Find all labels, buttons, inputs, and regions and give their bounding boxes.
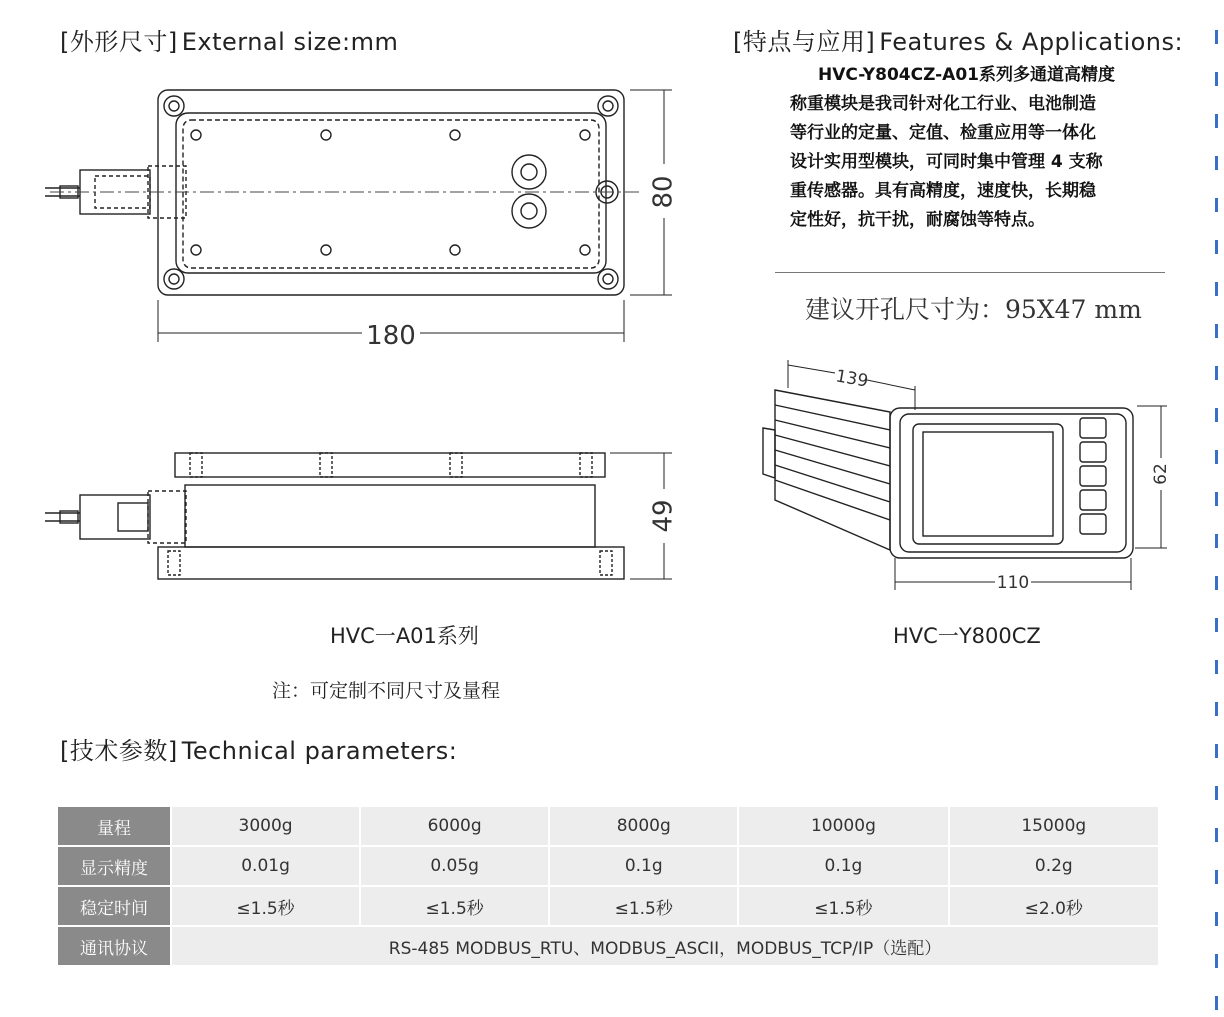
table-cell: ≤2.0秒 xyxy=(950,887,1158,925)
features-line: 称重模块是我司针对化工行业、电池制造 xyxy=(790,94,1096,114)
table-row xyxy=(58,847,1158,885)
table-cell: ≤1.5秒 xyxy=(172,887,359,925)
features-line: 等行业的定量、定值、检重应用等一体化 xyxy=(790,123,1096,143)
tech-params-cn: [技术参数] xyxy=(60,737,178,765)
table-cell: 15000g xyxy=(950,807,1158,845)
tech-params-table xyxy=(56,805,1160,967)
a01-top-view-drawing xyxy=(40,80,680,350)
page-edge-marker xyxy=(1215,30,1218,1010)
external-size-en: External size xyxy=(181,28,342,56)
features-heading xyxy=(733,22,1183,57)
external-size-unit: mm xyxy=(350,28,399,56)
customization-note: 注：可定制不同尺寸及量程 xyxy=(272,680,501,702)
a01-side-view-drawing xyxy=(40,445,680,590)
row-label-range: 量程 xyxy=(58,807,170,845)
features-description xyxy=(790,61,1170,235)
tech-params-en: Technical parameters xyxy=(181,737,449,765)
features-line: HVC-Y804CZ-A01系列多通道高精度 xyxy=(818,65,1115,85)
features-line: 定性好，抗干扰，耐腐蚀等特点。 xyxy=(790,210,1045,230)
table-row xyxy=(58,927,1158,965)
a01-height-dimension: 80 xyxy=(648,175,679,209)
row-label-settle-time: 稳定时间 xyxy=(58,887,170,925)
row-label-protocol: 通讯协议 xyxy=(58,927,170,965)
features-line: 设计实用型模块，可同时集中管理 4 支称 xyxy=(790,152,1103,172)
table-cell: 6000g xyxy=(361,807,548,845)
external-size-cn: [外形尺寸] xyxy=(60,28,178,56)
a01-width-dimension: 180 xyxy=(366,321,416,350)
table-cell: 0.05g xyxy=(361,847,548,885)
a01-side-height-dimension: 49 xyxy=(648,499,679,533)
y800-width-dimension: 110 xyxy=(996,573,1030,593)
table-row xyxy=(58,887,1158,925)
table-cell: 3000g xyxy=(172,807,359,845)
table-cell: 10000g xyxy=(739,807,947,845)
hole-size-text: 建议开孔尺寸为：95X47 mm xyxy=(805,295,1142,324)
table-row xyxy=(58,807,1158,845)
y800-height-dimension: 62 xyxy=(1151,463,1171,485)
table-cell: ≤1.5秒 xyxy=(550,887,737,925)
features-line: 重传感器。具有高精度，速度快，长期稳 xyxy=(790,181,1096,201)
y800-drawing xyxy=(755,350,1175,600)
tech-params-colon: : xyxy=(448,737,458,765)
external-size-heading xyxy=(60,22,398,57)
row-label-precision: 显示精度 xyxy=(58,847,170,885)
features-title-cn: [特点与应用] xyxy=(733,28,876,56)
protocol-cell: RS-485 MODBUS_RTU、MODBUS_ASCII，MODBUS_TCP/IP（选配） xyxy=(172,927,1158,965)
table-cell: 0.1g xyxy=(739,847,947,885)
features-title-en: Features & Applications xyxy=(879,28,1175,56)
y800-caption: HVC一Y800CZ xyxy=(893,624,1041,648)
features-colon: : xyxy=(1174,28,1184,56)
table-cell: 0.1g xyxy=(550,847,737,885)
y800-depth-dimension: 139 xyxy=(834,366,870,392)
table-cell: 0.01g xyxy=(172,847,359,885)
table-cell: ≤1.5秒 xyxy=(361,887,548,925)
table-cell: 0.2g xyxy=(950,847,1158,885)
tech-params-heading xyxy=(60,731,457,766)
features-divider xyxy=(775,272,1165,273)
table-cell: ≤1.5秒 xyxy=(739,887,947,925)
table-cell: 8000g xyxy=(550,807,737,845)
external-size-colon: : xyxy=(341,28,351,56)
a01-caption: HVC一A01系列 xyxy=(330,624,479,648)
